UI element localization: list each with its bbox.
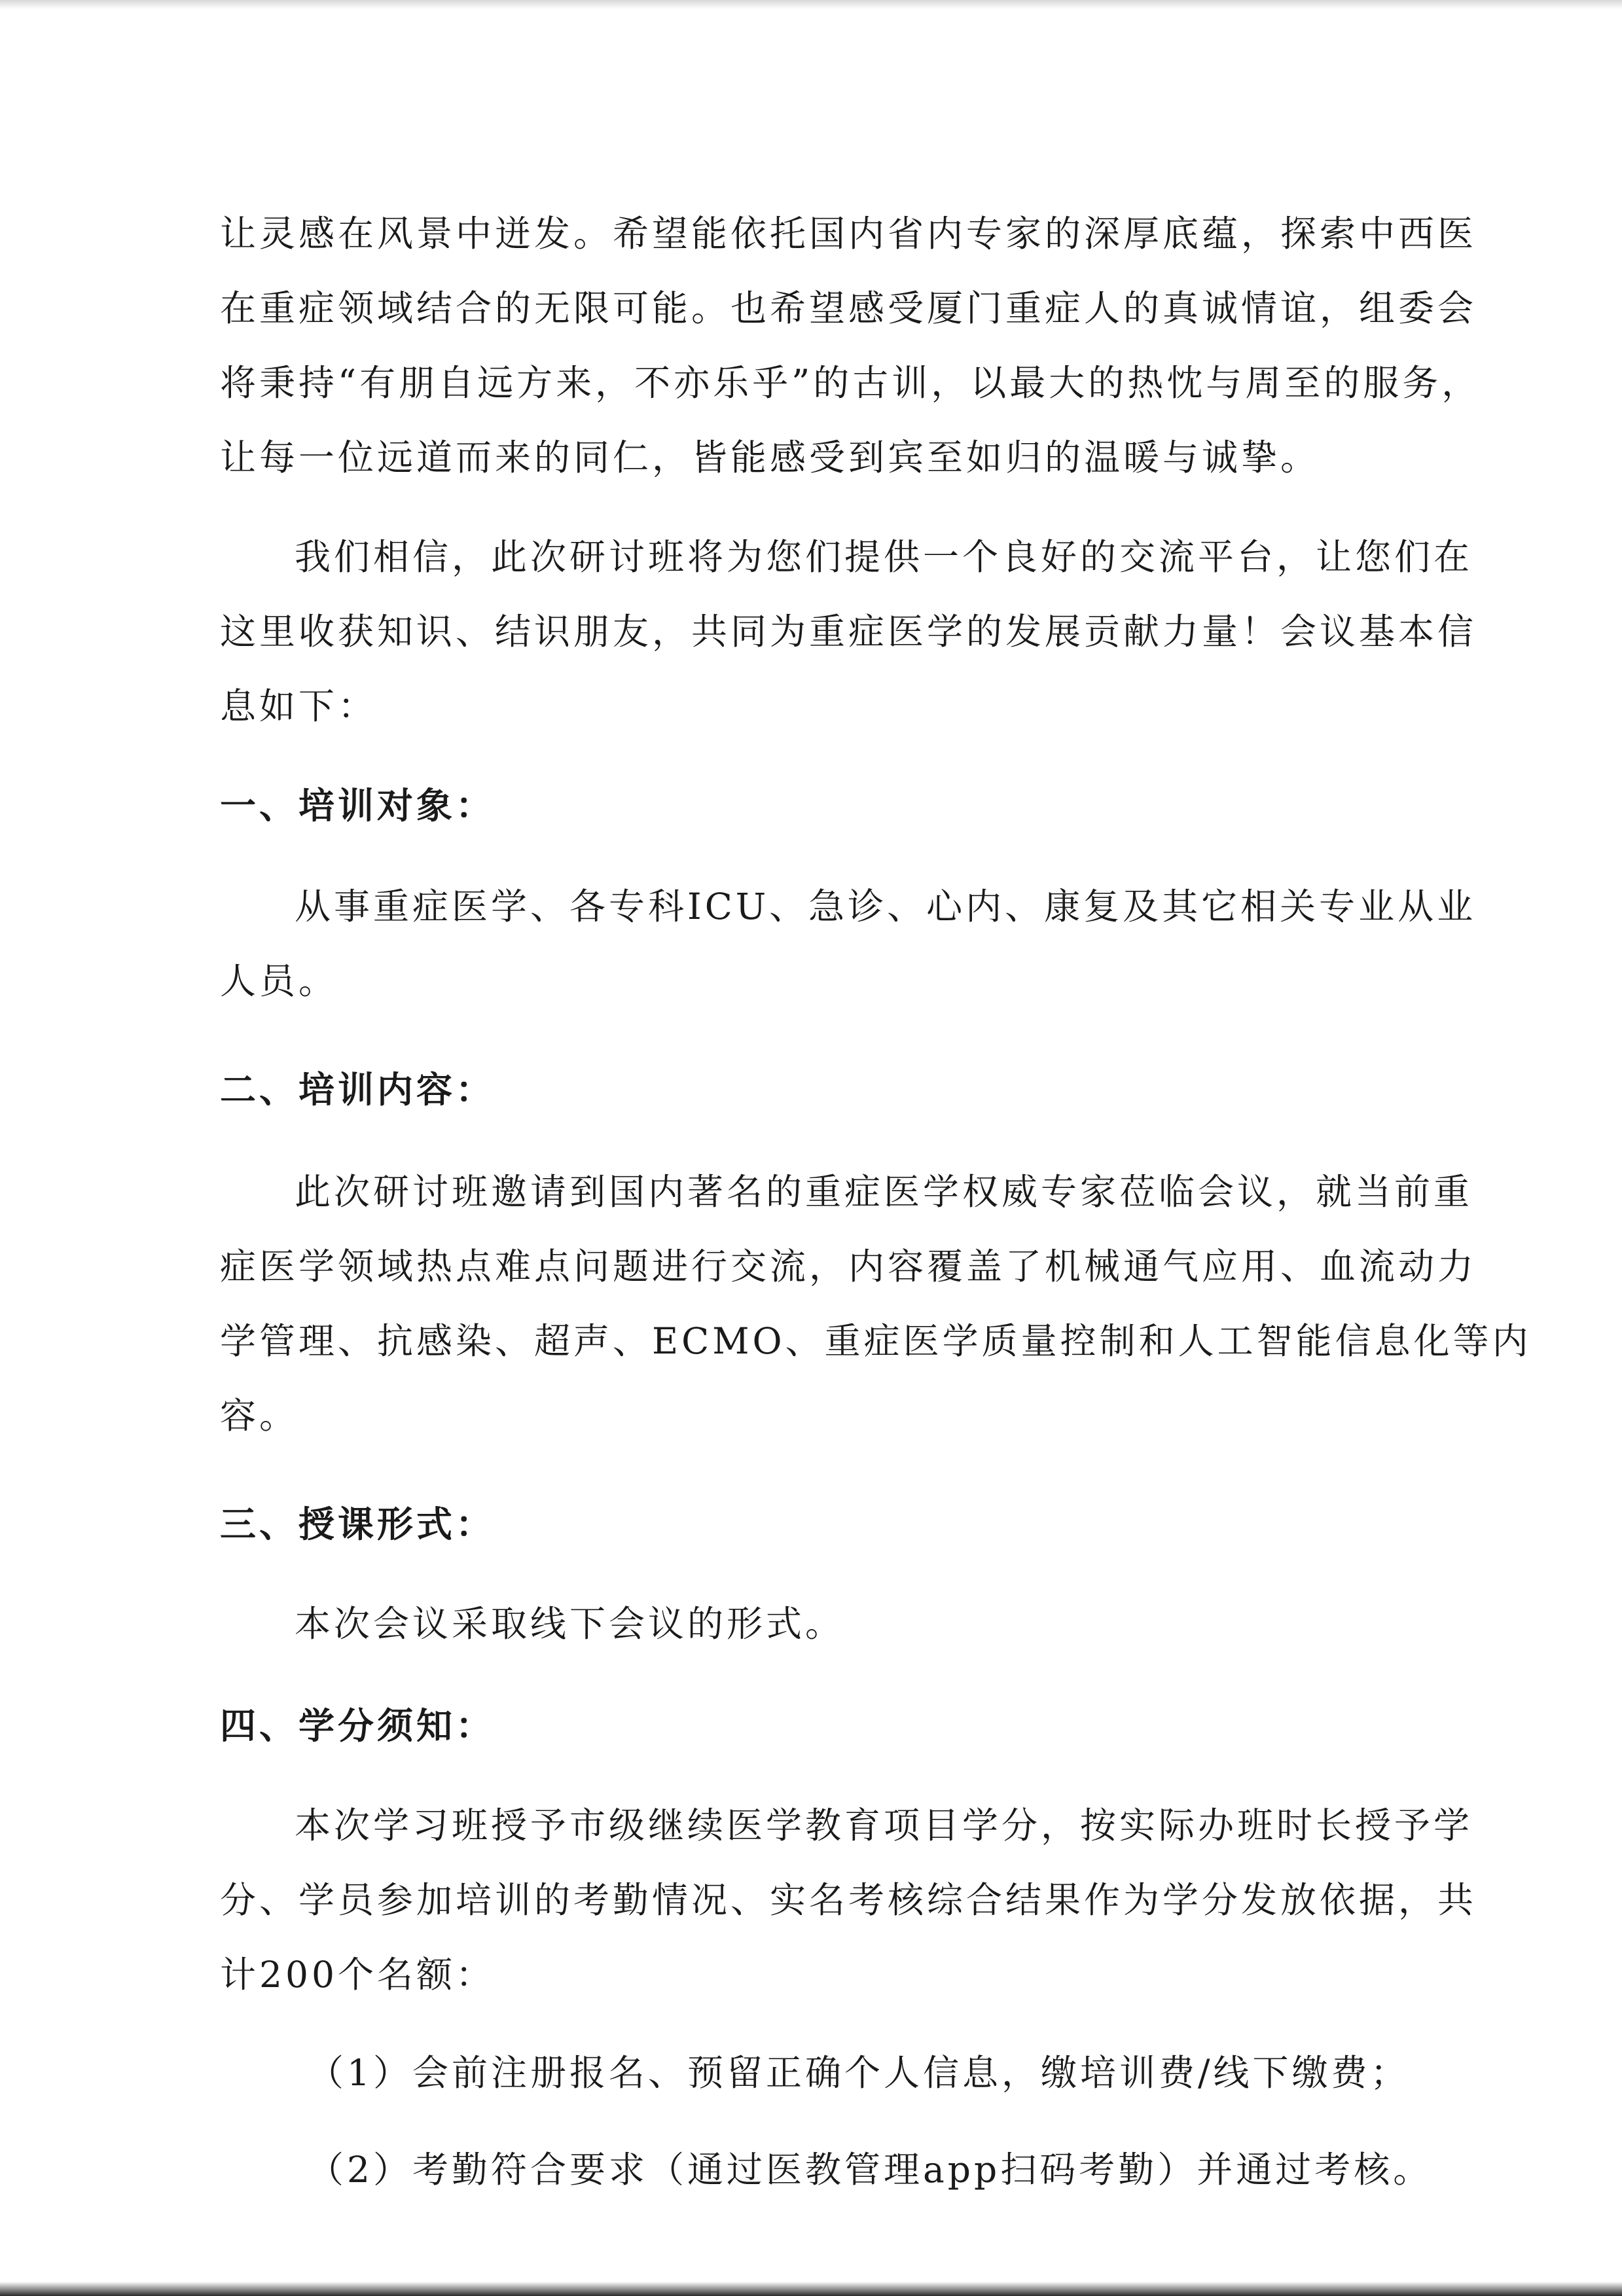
section-heading-credit-notice: 四、学分须知： <box>220 1705 496 1747</box>
section-heading-training-content: 二、培训内容： <box>220 1069 496 1111</box>
credit-requirement-item-2: （2）考勤符合要求（通过医教管理app扫码考勤）并通过考核。 <box>308 2149 1433 2191</box>
text-line: 本次学习班授予市级继续医学教育项目学分，按实际办班时长授予学 <box>295 1804 1473 1846</box>
text-line: 让每一位远道而来的同仁，皆能感受到宾至如归的温暖与诚挚。 <box>220 437 1320 478</box>
text-line: 我们相信，此次研讨班将为您们提供一个良好的交流平台，让您们在 <box>295 536 1473 578</box>
text-line: 人员。 <box>220 960 338 1002</box>
scan-edge-top <box>0 0 1622 9</box>
text-line: 本次会议采取线下会议的形式。 <box>295 1603 845 1645</box>
intro-paragraph-2 <box>220 520 1477 744</box>
section-2-paragraph <box>220 1155 1532 1453</box>
section-heading-training-targets: 一、培训对象： <box>220 785 496 827</box>
intro-paragraph-1 <box>220 196 1481 495</box>
text-line: 容。 <box>220 1395 299 1437</box>
text-line: 从事重症医学、各专科ICU、急诊、心内、康复及其它相关专业从业 <box>295 886 1477 927</box>
credit-requirement-item-1: （1）会前注册报名、预留正确个人信息，缴培训费/线下缴费； <box>308 2052 1410 2094</box>
section-4-paragraph <box>220 1788 1477 2012</box>
text-line: 将秉持“有朋自远方来，不亦乐乎”的古训，以最大的热忱与周至的服务， <box>220 362 1481 404</box>
scan-edge-bottom <box>0 2282 1622 2296</box>
text-line: 学管理、抗感染、超声、ECMO、重症医学质量控制和人工智能信息化等内 <box>220 1320 1532 1362</box>
text-line: 分、学员参加培训的考勤情况、实名考核综合结果作为学分发放依据，共 <box>220 1879 1477 1921</box>
text-line: 让灵感在风景中迸发。希望能依托国内省内专家的深厚底蕴，探索中西医 <box>220 213 1477 255</box>
section-3-paragraph <box>220 1587 1451 1661</box>
text-line: 此次研讨班邀请到国内著名的重症医学权威专家莅临会议，就当前重 <box>295 1171 1473 1213</box>
text-line: 息如下： <box>220 685 378 727</box>
text-line: 这里收获知识、结识朋友，共同为重症医学的发展贡献力量！会议基本信 <box>220 611 1477 653</box>
document-body <box>220 196 1532 2207</box>
text-line: 在重症领域结合的无限可能。也希望感受厦门重症人的真诚情谊，组委会 <box>220 287 1477 329</box>
text-line: 症医学领域热点难点问题进行交流，内容覆盖了机械通气应用、血流动力 <box>220 1246 1477 1287</box>
text-line: 计200个名额： <box>220 1954 495 1996</box>
section-1-paragraph <box>220 869 1477 1018</box>
section-heading-teaching-format: 三、授课形式： <box>220 1503 496 1545</box>
